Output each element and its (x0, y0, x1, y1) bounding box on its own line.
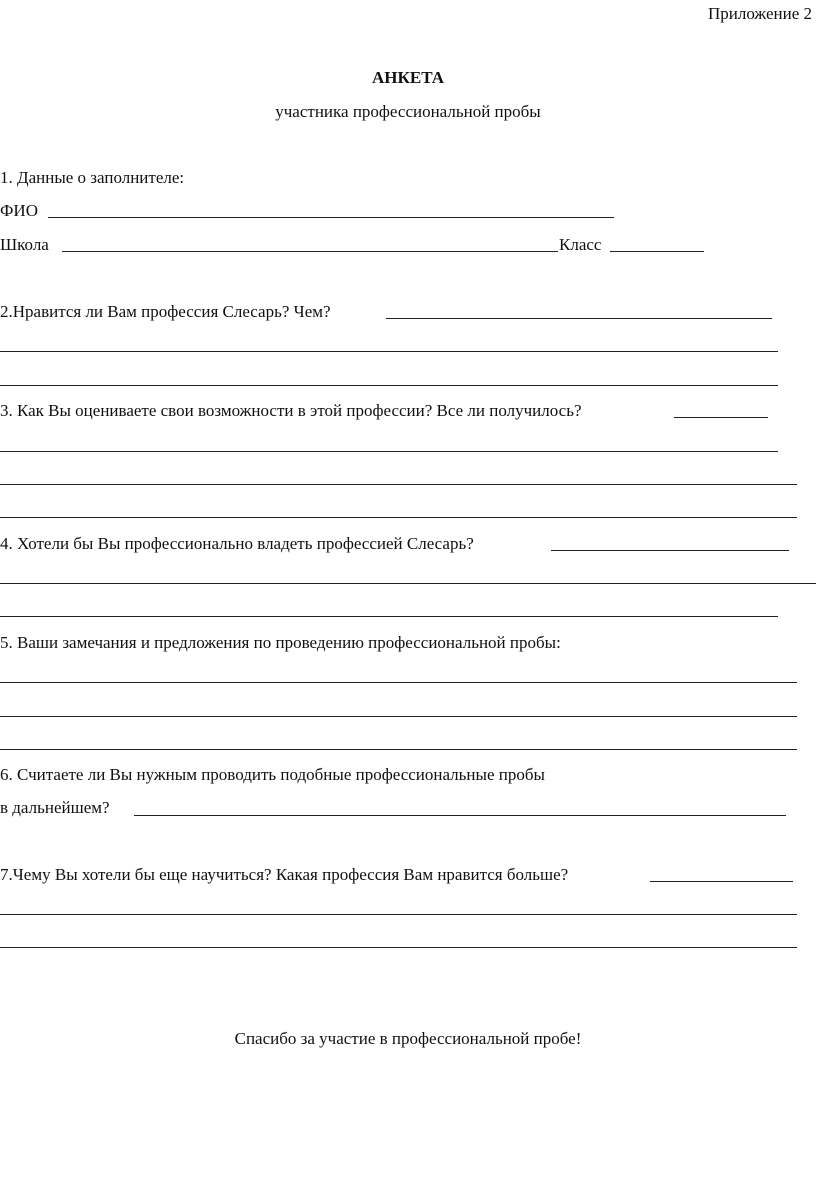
q7-answer-line[interactable] (0, 914, 797, 915)
q4-answer-line[interactable] (0, 583, 816, 584)
class-input-line[interactable] (610, 251, 704, 252)
school-label: Школа (0, 235, 49, 254)
q7-answer-line-inline[interactable] (650, 881, 793, 882)
question-2: 2.Нравится ли Вам профессия Слесарь? Чем? (0, 302, 331, 321)
q2-answer-line[interactable] (0, 351, 778, 352)
q5-answer-line[interactable] (0, 682, 797, 683)
q3-answer-line[interactable] (0, 451, 778, 452)
question-6-line1: 6. Считаете ли Вы нужным проводить подобные профессиональные пробы (0, 765, 545, 784)
q3-answer-line-inline[interactable] (674, 417, 768, 418)
question-5: 5. Ваши замечания и предложения по проведению профессиональной пробы: (0, 633, 561, 652)
q5-answer-line[interactable] (0, 716, 797, 717)
q3-answer-line[interactable] (0, 484, 797, 485)
question-3: 3. Как Вы оцениваете свои возможности в этой профессии? Все ли получилось? (0, 401, 582, 420)
question-4: 4. Хотели бы Вы профессионально владеть профессией Слесарь? (0, 534, 474, 553)
school-input-line[interactable] (62, 251, 558, 252)
form-subtitle: участника профессиональной пробы (275, 102, 541, 121)
q7-answer-line[interactable] (0, 947, 797, 948)
q4-answer-line-inline[interactable] (551, 550, 789, 551)
q5-answer-line[interactable] (0, 749, 797, 750)
q6-answer-line-inline[interactable] (134, 815, 786, 816)
q2-answer-line-inline[interactable] (386, 318, 772, 319)
q3-answer-line[interactable] (0, 517, 797, 518)
q4-answer-line[interactable] (0, 616, 778, 617)
appendix-label: Приложение 2 (708, 4, 812, 23)
question-6-line2: в дальнейшем? (0, 798, 110, 817)
form-title: АНКЕТА (372, 68, 444, 87)
fio-label: ФИО (0, 201, 38, 220)
question-7: 7.Чему Вы хотели бы еще научиться? Какая профессия Вам нравится больше? (0, 865, 569, 884)
class-label: Класс (559, 235, 602, 254)
section1-heading: 1. Данные о заполнителе: (0, 168, 185, 187)
q2-answer-line[interactable] (0, 385, 778, 386)
thank-you-note: Спасибо за участие в профессиональной пробе! (234, 1029, 582, 1048)
fio-input-line[interactable] (48, 217, 614, 218)
